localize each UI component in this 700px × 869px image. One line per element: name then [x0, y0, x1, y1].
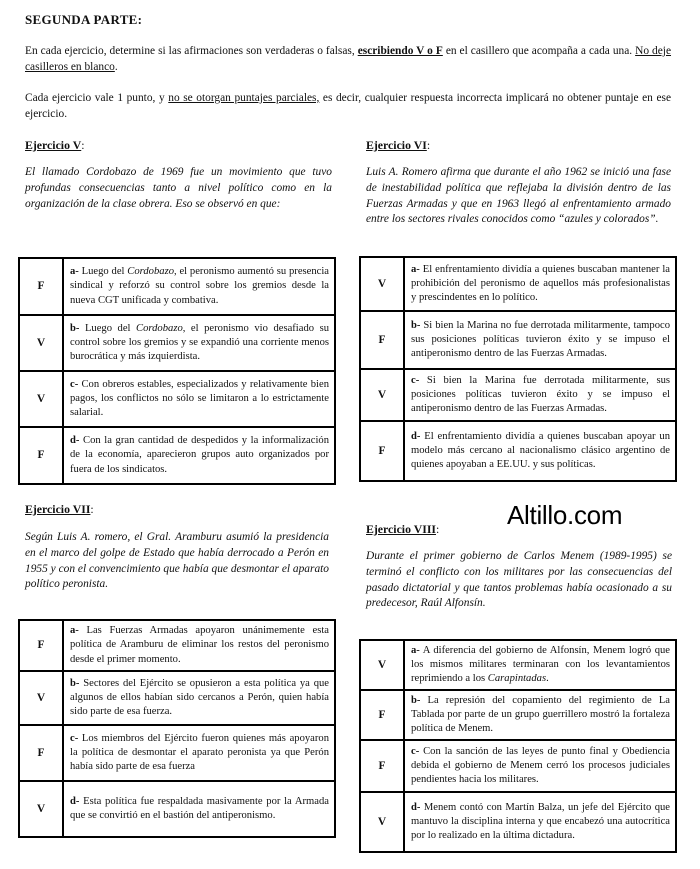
answer-box[interactable]: V: [360, 640, 404, 690]
answer-box[interactable]: F: [19, 725, 63, 781]
instructions-text: es decir, cualquier respuesta incorrecta implicará no obtener puntaje en ese ejercicio.: [25, 92, 672, 120]
answer-box[interactable]: V: [19, 671, 63, 725]
statement: a- Luego del Cordobazo, el peronismo aumentó su presencia sindical y reforzó su control sobre los gremios desde la nueva CGT unificada y combativa.: [63, 258, 335, 315]
answer-box[interactable]: F: [19, 258, 63, 315]
statement: c- Con la sanción de las leyes de punto final y Obediencia debida el gobierno de Menem cerró los procesos judiciales pendientes hacia los militares.: [404, 740, 676, 792]
exercise-title-text: Ejercicio VIII: [366, 522, 437, 536]
statement: a- Las Fuerzas Armadas apoyaron unánimemente esta política de Aramburu de eliminar los restos del peronismo desde el primer momento.: [63, 620, 335, 671]
instructions-text: en el casillero que acompaña a cada una.: [442, 45, 636, 57]
statement: d- El enfrentamiento dividía a quienes buscaban apoyar un modelo más cercano al nacionalismo clásico argentino de quienes apoyaban a EE.UU. y sus políticas.: [404, 421, 676, 481]
answer-box[interactable]: V: [360, 257, 404, 311]
statement: a- A diferencia del gobierno de Alfonsín, Menem logró que los mismos militares terminaran con los levantamientos reprimiendo a los Carapintadas.: [404, 640, 676, 690]
statement: b- Luego del Cordobazo, el peronismo vio desafiado su control sobre los gremios y se expandió una corriente menos burocrática y más izquierdista.: [63, 315, 335, 371]
answer-table: [359, 639, 677, 853]
answer-box[interactable]: F: [360, 311, 404, 369]
statement: b- Sectores del Ejército se opusieron a esta política ya que algunos de ellos habían sido cercanos a Perón, quien había sido parte de esa fuerza.: [63, 671, 335, 725]
instructions-emphasis: no se otorgan puntajes parciales,: [168, 92, 320, 104]
exercise-title-text: Ejercicio VII: [25, 502, 91, 516]
instructions-emphasis: No deje casilleros en blanco: [25, 45, 672, 73]
exercise-title: Ejercicio VIII:: [366, 522, 440, 536]
section-title: SEGUNDA PARTE:: [25, 12, 143, 27]
exercise-intro: Luis A. Romero afirma que durante el año 1962 se inició una fase de inestabilidad política que reflejaba la división dentro de las Fuerzas Armadas y que en 1963 llegó al enfrentamiento armado entre los sectores rivales conocidos como “azules y colorados”.: [366, 166, 671, 226]
statement: d- Con la gran cantidad de despedidos y la informalización de la economía, aparecieron grupos auto organizados por fuera de los sindicatos.: [63, 427, 335, 484]
answer-box[interactable]: V: [360, 369, 404, 421]
answer-box[interactable]: F: [360, 690, 404, 740]
watermark-logo: Altillo.com: [507, 500, 623, 530]
answer-box[interactable]: V: [360, 792, 404, 852]
statement: b- La represión del copamiento del regimiento de La Tablada por parte de un grupo guerrillero mostró la fortaleza política de Menem.: [404, 690, 676, 740]
instructions-text: En cada ejercicio, determine si las afirmaciones son verdaderas o falsas,: [25, 45, 358, 57]
instructions-text: .: [114, 60, 118, 73]
exercise-title: Ejercicio VII:: [25, 502, 94, 516]
answer-box[interactable]: F: [360, 421, 404, 481]
answer-table: [18, 619, 336, 838]
answer-box[interactable]: V: [19, 371, 63, 427]
statement: c- Si bien la Marina fue derrotada militarmente, sus posiciones políticas tuvieron éxito y se impuso el antiperonismo dentro de las Fuerzas Armadas.: [404, 369, 676, 421]
exercise-intro: El llamado Cordobazo de 1969 fue un movimiento que tuvo profundas consecuencias tanto a nivel político como en la organización de la clase obrera. Eso se observó en que:: [25, 166, 332, 210]
instructions-text: Cada ejercicio vale 1 punto, y: [25, 92, 169, 104]
answer-box[interactable]: F: [360, 740, 404, 792]
statement: d- Menem contó con Martín Balza, un jefe del Ejército que mantuvo la disciplina interna y que encabezó una autocrítica por lo realizado en la última dictadura.: [404, 792, 676, 852]
exercise-title: Ejercicio V:: [25, 138, 85, 152]
instructions-emphasis: escribiendo V o F: [357, 45, 443, 57]
instructions-paragraph-1: [25, 44, 671, 75]
answer-box[interactable]: F: [19, 427, 63, 484]
exercise-intro: Durante el primer gobierno de Carlos Menem (1989-1995) se terminó el conflicto con los militares por las consecuencias del pasado dictatorial y que tantos problemas había ocasionado a su predecesor, Raúl Alfonsín.: [366, 550, 672, 610]
statement: d- Esta política fue respaldada masivamente por la Armada que se convirtió en el bastión del antiperonismo.: [63, 781, 335, 837]
exercise-title-text: Ejercicio VI: [366, 138, 427, 152]
answer-box[interactable]: F: [19, 620, 63, 671]
answer-box[interactable]: V: [19, 315, 63, 371]
instructions-paragraph-2: [25, 91, 671, 122]
statement: a- El enfrentamiento dividía a quienes buscaban mantener la prohibición del peronismo de aquellos más profesionalistas y prescindentes en lo político.: [404, 257, 676, 311]
answer-table: [359, 256, 677, 482]
exercise-intro: Según Luis A. romero, el Gral. Aramburu asumió la presidencia en el marco del golpe de Estado que había derrocado a Perón en 1955 y con el convencimiento que había que desmontar el aparato político peronista.: [25, 531, 329, 591]
statement: c- Los miembros del Ejército fueron quienes más apoyaron la política de desmontar el aparato peronista ya que Perón había sido parte de esa fuerza: [63, 725, 335, 781]
answer-table: [18, 257, 336, 485]
exercise-title: Ejercicio VI:: [366, 138, 431, 152]
exercise-title-text: Ejercicio V: [25, 138, 82, 152]
statement: b- Si bien la Marina no fue derrotada militarmente, tampoco sus posiciones políticas tuvieron éxito y se impuso el antiperonismo dentro de las Fuerzas Armadas.: [404, 311, 676, 369]
answer-box[interactable]: V: [19, 781, 63, 837]
statement: c- Con obreros estables, especializados y relativamente bien pagos, los conflictos no sólo se limitaron a lo estrictamente salarial.: [63, 371, 335, 427]
